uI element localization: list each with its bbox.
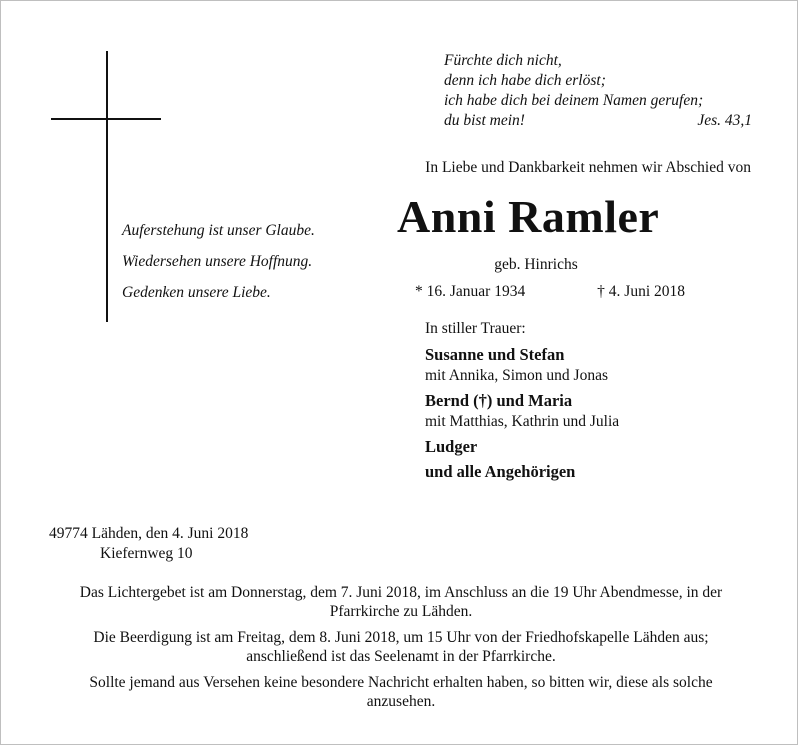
quote-line: Fürchte dich nicht, [444, 52, 562, 69]
place-and-date: 49774 Lähden, den 4. Juni 2018 [49, 525, 249, 542]
mourner-name: und alle Angehörigen [425, 462, 576, 481]
cross-icon-crossbar [51, 118, 161, 120]
mourner-name: Susanne und Stefan [425, 345, 565, 364]
mourners-heading: In stiller Trauer: [425, 320, 526, 337]
mourner-children: mit Matthias, Kathrin und Julia [425, 413, 620, 430]
mourners [425, 320, 765, 483]
notice-paragraph: Sollte jemand aus Versehen keine besondere Nachricht erhalten haben, so bitten wir, diese als solche anzusehen. [89, 674, 713, 710]
mourner-name: Bernd (†) und Maria [425, 391, 573, 410]
quote-line: du bist mein! [444, 112, 525, 129]
street-address: Kiefernweg 10 [100, 545, 193, 562]
mourner-name: Ludger [425, 437, 478, 456]
bible-quote [444, 51, 752, 131]
mourner-children: mit Annika, Simon und Jonas [425, 367, 608, 384]
birth-date: * 16. Januar 1934 [415, 283, 526, 300]
motto-line: Wiedersehen unsere Hoffnung. [122, 253, 313, 270]
notice-paragraph: Die Beerdigung ist am Freitag, dem 8. Juni 2018, um 15 Uhr von der Friedhofskapelle Lähden aus; anschließend ist das Seelenamt in der Pfarrkirche. [93, 629, 709, 665]
quote-line: ich habe dich bei deinem Namen gerufen; [444, 92, 704, 109]
quote-last-line [444, 111, 752, 131]
notice-paragraph: Das Lichtergebet ist am Donnerstag, dem 7. Juni 2018, im Anschluss an die 19 Uhr Abendmesse, in der Pfarrkirche zu Lähden. [79, 584, 723, 620]
death-date: † 4. Juni 2018 [597, 283, 685, 300]
quote-line: denn ich habe dich erlöst; [444, 72, 606, 89]
motto-line: Gedenken unsere Liebe. [122, 284, 271, 301]
maiden-name: geb. Hinrichs [494, 256, 578, 273]
deceased-name: Anni Ramler [397, 191, 660, 242]
motto-line: Auferstehung ist unser Glaube. [122, 222, 315, 239]
life-dates [415, 283, 685, 301]
farewell-intro: In Liebe und Dankbarkeit nehmen wir Abschied von [425, 159, 751, 176]
cross-icon [106, 51, 108, 322]
quote-reference: Jes. 43,1 [697, 112, 752, 129]
motto [122, 215, 315, 308]
notices [61, 583, 741, 718]
